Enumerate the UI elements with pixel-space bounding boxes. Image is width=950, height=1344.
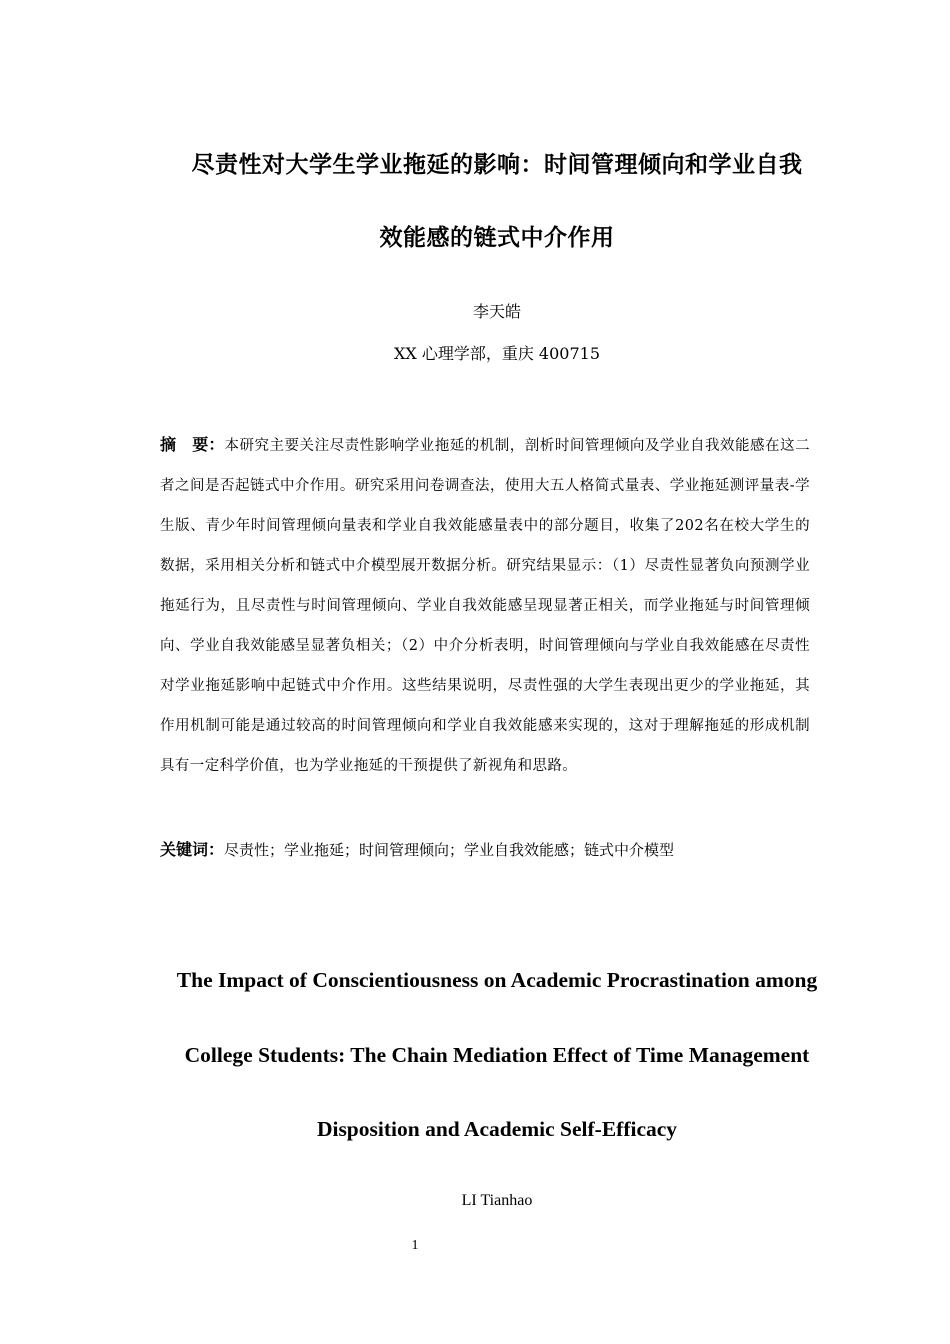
keywords [160, 837, 810, 860]
english-title-line-1: The Impact of Conscientiousness on Academic Procrastination among [176, 968, 818, 992]
author-chinese: 李天皓 [472, 302, 521, 321]
chinese-title-line-2: 效能感的链式中介作用 [379, 225, 615, 251]
affiliation: XX 心理学部，重庆 400715 [393, 344, 601, 363]
abstract-label: 摘 要： [160, 435, 225, 454]
author-english: LI Tianhao [461, 1192, 533, 1209]
chinese-title-line-1: 尽责性对大学生学业拖延的影响：时间管理倾向和学业自我 [191, 152, 803, 178]
english-title-line-3: Disposition and Academic Self-Efficacy [316, 1117, 678, 1141]
keywords-text: 尽责性；学业拖延；时间管理倾向；学业自我效能感；链式中介模型 [224, 841, 675, 859]
english-title-line-2: College Students: The Chain Mediation Effect of Time Management [184, 1043, 810, 1067]
keywords-label: 关键词： [160, 840, 225, 859]
page-number: 1 [411, 1238, 419, 1253]
abstract [160, 425, 810, 786]
abstract-text: 本研究主要关注尽责性影响学业拖延的机制，剖析时间管理倾向及学业自我效能感在这二者之间是否起链式中介作用。研究采用问卷调查法，使用大五人格简式量表、学业拖延测评量表-学生版、青少年时间管理倾向量表和学业自我效能感量表中的部分题目，收集了202名在校大学生的数据，采用相关分析和链式中介模型展开数据分析。研究结果显示：（1）尽责性显著负向预测学业拖延行为，且尽责性与时间管理倾向、学业自我效能感呈现显著正相关，而学业拖延与时间管理倾向、学业自我效能感呈显著负相关；（2）中介分析表明，时间管理倾向与学业自我效能感在尽责性对学业拖延影响中起链式中介作用。这些结果说明，尽责性强的大学生表现出更少的学业拖延，其作用机制可能是通过较高的时间管理倾向和学业自我效能感来实现的，这对于理解拖延的形成机制具有一定科学价值，也为学业拖延的干预提供了新视角和思路。 [160, 438, 810, 774]
